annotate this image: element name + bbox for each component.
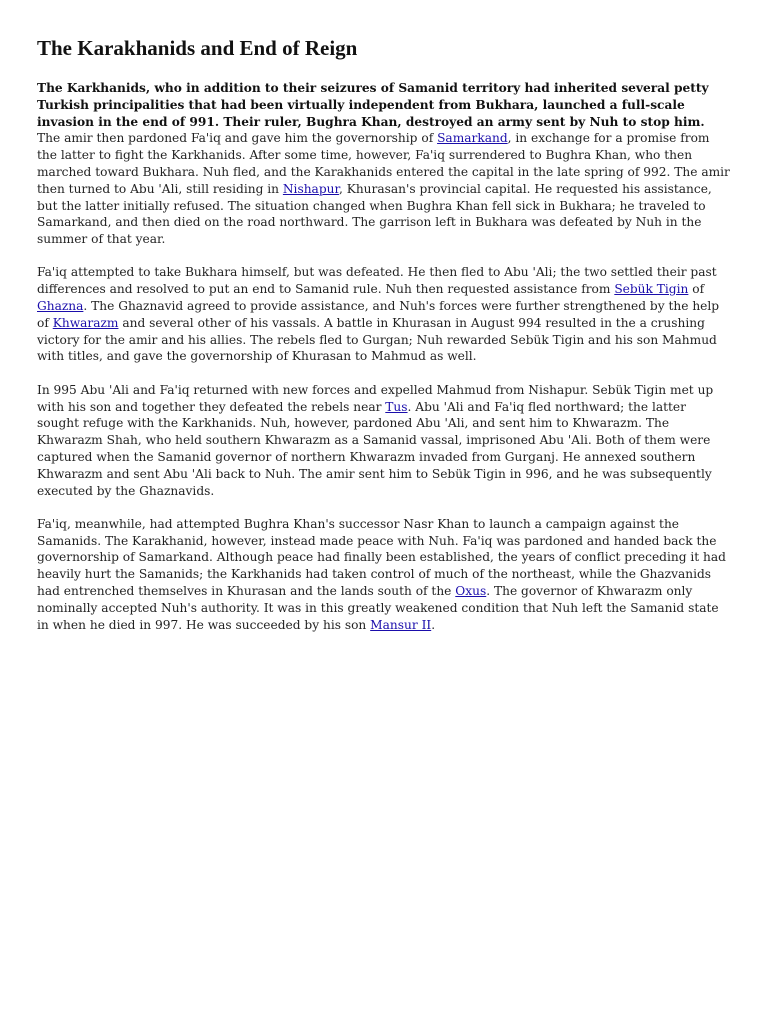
link-sebuk-tigin[interactable]: Sebük Tigin [614,282,689,297]
link-samarkand[interactable]: Samarkand [437,131,508,146]
paragraph-text: In 995 Abu 'Ali and Fa'iq returned with new forces and expelled Mahmud from Nishapur. Sebük Tigin met up with his son and together they defeated the rebels near [37,382,714,414]
paragraph-3 [37,382,731,500]
link-oxus[interactable]: Oxus [455,584,487,599]
paragraph-2 [37,264,731,365]
paragraph-text: . [431,617,436,632]
paragraph-text: , Khurasan's provincial capital. He requested his assistance, but the latter initially refused. The situation changed when Bughra Khan fell sick in Bukhara; he traveled to Samarkand, and then died on the road northward. The garrison left in Bukhara was defeated by Nuh in the summer of that year. [37,181,712,247]
paragraph-text: . The Ghaznavid agreed to provide assistance, and Nuh's forces were further strengthened by the help of [37,299,720,330]
paragraph-4 [37,516,731,634]
paragraph-text: . Abu 'Ali and Fa'iq fled northward; the latter sought refuge with the Karkhanids. Nuh, however, pardoned Abu 'Ali, and sent him to Khwarazm. The Khwarazm Shah, who held southern Khwarazm as a Samanid vassal, imprisoned Abu 'Ali. Both of them were captured when the Samanid governor of northern Khwarazm invaded from Gurganj. He annexed southern Khwarazm and sent Abu 'Ali back to Nuh. The amir sent him to Sebük Tigin in 996, and he was subsequently executed by the Ghaznavids. [37,399,712,498]
paragraph-1 [37,80,731,248]
paragraph-text: of [688,282,705,297]
document-page [37,36,731,650]
bold-second-sentence: Their ruler, Bughra Khan, destroyed an army sent by Nuh to stop him. [219,114,705,129]
bold-lead-sentence: The Karkhanids, who in addition to their seizures of Samanid territory had inherited several petty Turkish principalities that had been virtually independent from Bukhara, launched a full-scale invasion in the end of 991 [37,81,709,129]
page-title: The Karakhanids and End of Reign [37,36,358,60]
link-nishapur[interactable]: Nishapur [282,181,339,196]
link-mansur-ii[interactable]: Mansur II [370,617,432,632]
paragraph-text: Fa'iq, meanwhile, had attempted Bughra Khan's successor Nasr Khan to launch a campaign against the Samanids. The Karakhanid, however, instead made peace with Nuh. Fa'iq was pardoned and handed back the governorship of Samarkand. Although peace had finally been established, the years of conflict preceding it had heavily hurt the Samanids; the Karkhanids had taken control of much of the northeast, while the Ghazvanids had entrenched themselves in Khurasan and the lands south of the [37,516,726,599]
paragraph-text: Fa'iq attempted to take Bukhara himself, but was defeated. He then fled to Abu 'Ali; the two settled their past differences and resolved to put an end to Samanid rule. Nuh then requested assistance from [37,265,717,297]
bold-lead-period: . [214,114,220,129]
paragraph-text: and several other of his vassals. A battle in Khurasan in August 994 resulted in the a crushing victory for the amir and his allies. The rebels fled to Gurgan; Nuh rewarded Sebük Tigin and his son Mahmud with titles, and gave the governorship of Khurasan to Mahmud as well. [37,315,717,364]
paragraph-text: , in exchange for a promise from the latter to fight the Karkhanids. After some time, however, Fa'iq surrendered to Bughra Khan, who then marched toward Bukhara. Nuh fled, and the Karakhanids entered the capital in the late spring of 992. The amir then turned to Abu 'Ali, still residing in [37,131,730,196]
paragraph-text: The amir then pardoned Fa'iq and gave him the governorship of [37,131,438,146]
link-ghazna[interactable]: Ghazna [37,299,84,314]
link-tus[interactable]: Tus [385,399,408,414]
link-khwarazm[interactable]: Khwarazm [52,315,119,330]
paragraph-text: . The governor of Khwarazm only nominally accepted Nuh's authority. It was in this greatly weakened condition that Nuh left the Samanid state in when he died in 997. He was succeeded by his son [37,584,719,632]
